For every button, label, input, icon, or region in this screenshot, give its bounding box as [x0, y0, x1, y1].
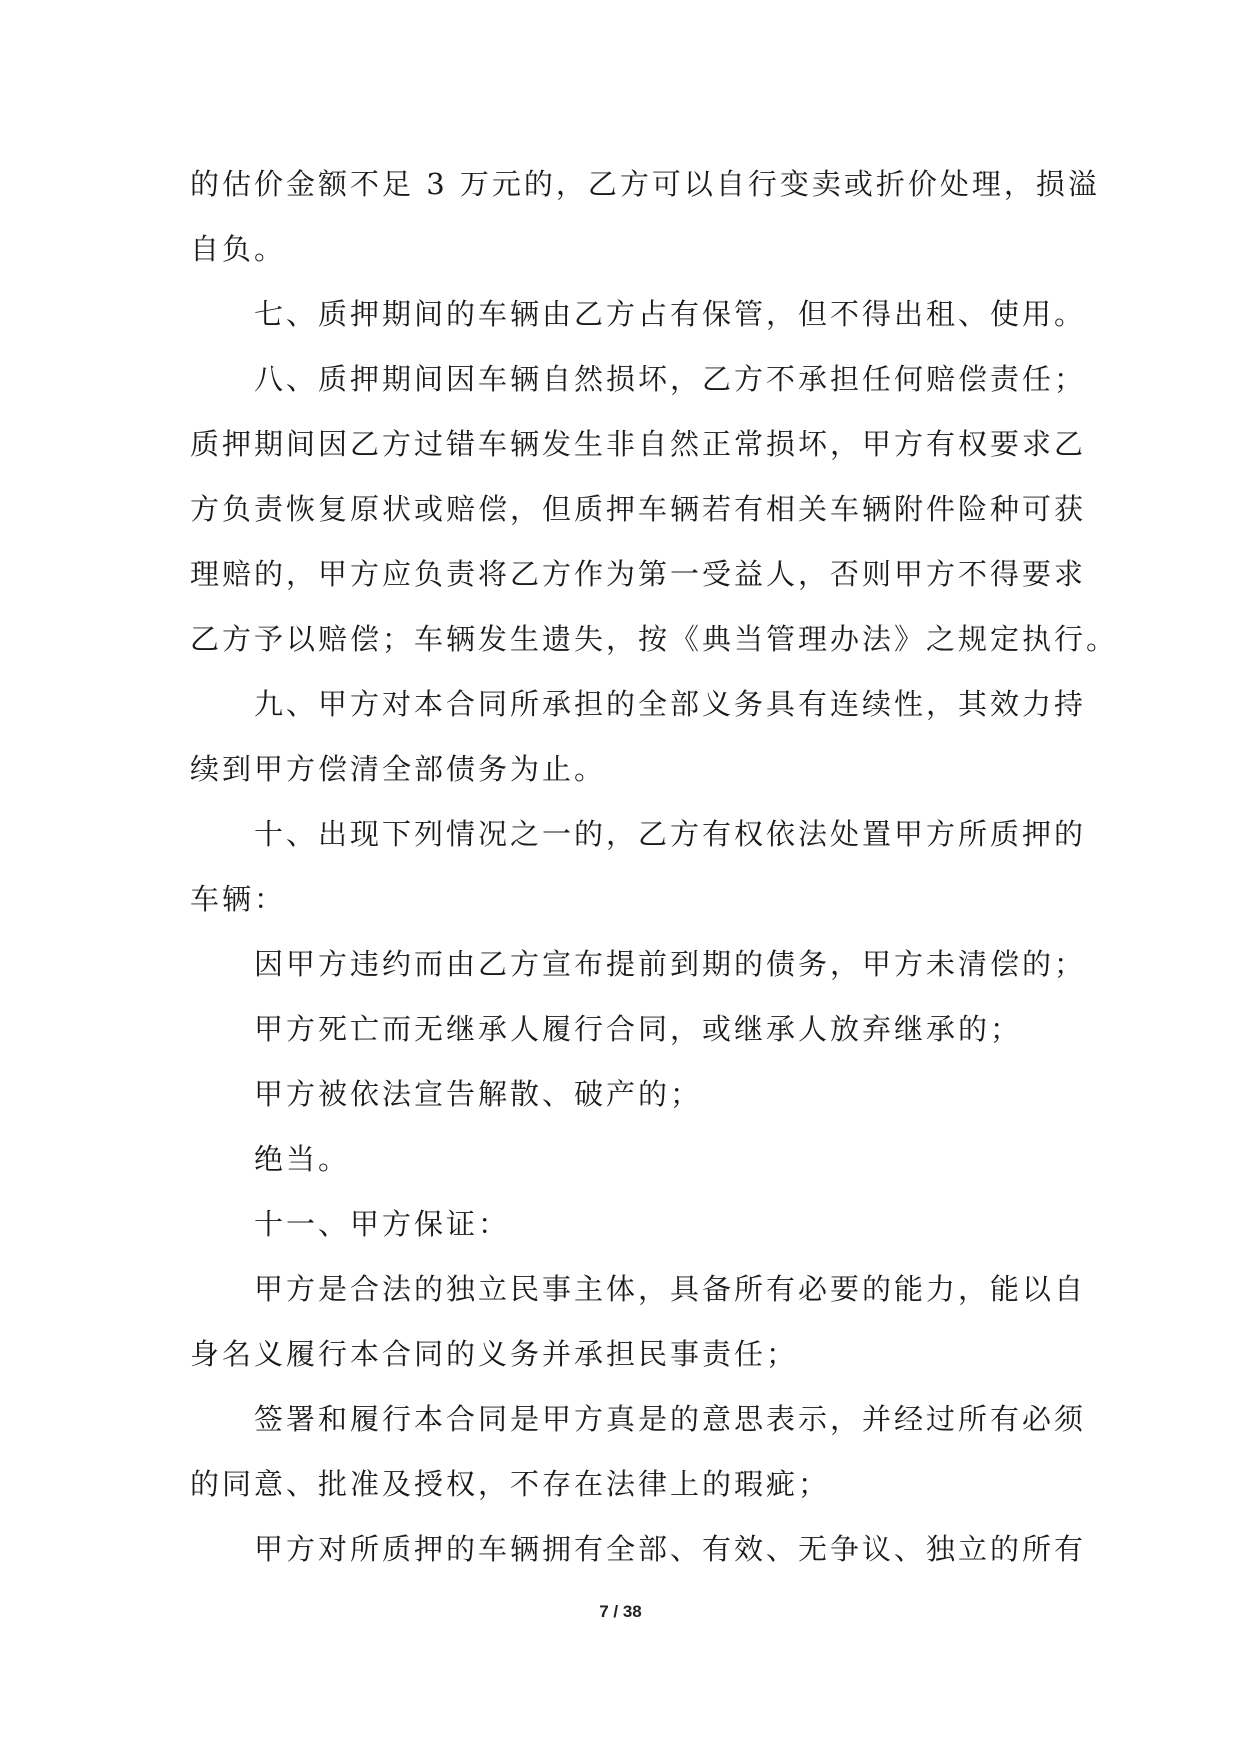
- text-line: 九、甲方对本合同所承担的全部义务具有连续性，其效力持: [254, 687, 1087, 721]
- text-line: 乙方予以赔偿；车辆发生遗失，按《典当管理办法》之规定执行。: [190, 622, 1119, 656]
- text-line: 甲方死亡而无继承人履行合同，或继承人放弃继承的；: [254, 1012, 1023, 1046]
- text-line: 甲方对所质押的车辆拥有全部、有效、无争议、独立的所有: [254, 1532, 1087, 1566]
- text-line: 的估价金额不足 3 万元的，乙方可以自行变卖或折价处理，损溢: [190, 167, 1100, 201]
- document-body: [190, 152, 1119, 1582]
- text-line: 质押期间因乙方过错车辆发生非自然正常损坏，甲方有权要求乙: [190, 427, 1087, 461]
- text-line: 甲方被依法宣告解散、破产的；: [254, 1077, 703, 1111]
- text-line: 签署和履行本合同是甲方真是的意思表示，并经过所有必须: [254, 1402, 1087, 1436]
- text-line: 的同意、批准及授权，不存在法律上的瑕疵；: [190, 1467, 831, 1501]
- text-line: 八、质押期间因车辆自然损坏，乙方不承担任何赔偿责任；: [254, 362, 1087, 396]
- text-line: 车辆：: [190, 882, 287, 916]
- text-line: 续到甲方偿清全部债务为止。: [190, 752, 607, 786]
- text-line: 十一、甲方保证：: [254, 1207, 511, 1241]
- text-line: 因甲方违约而由乙方宣布提前到期的债务，甲方未清偿的；: [254, 947, 1087, 981]
- text-line: 七、质押期间的车辆由乙方占有保管，但不得出租、使用。: [254, 297, 1087, 331]
- text-line: 方负责恢复原状或赔偿，但质押车辆若有相关车辆附件险种可获: [190, 492, 1087, 526]
- text-line: 十、出现下列情况之一的，乙方有权依法处置甲方所质押的: [254, 817, 1087, 851]
- text-line: 身名义履行本合同的义务并承担民事责任；: [190, 1337, 799, 1371]
- text-line: 绝当。: [254, 1142, 351, 1176]
- text-line: 理赔的，甲方应负责将乙方作为第一受益人，否则甲方不得要求: [190, 557, 1087, 591]
- text-line: 自负。: [190, 232, 287, 266]
- text-line: 甲方是合法的独立民事主体，具备所有必要的能力，能以自: [254, 1272, 1087, 1306]
- page-number: 7 / 38: [599, 1602, 642, 1621]
